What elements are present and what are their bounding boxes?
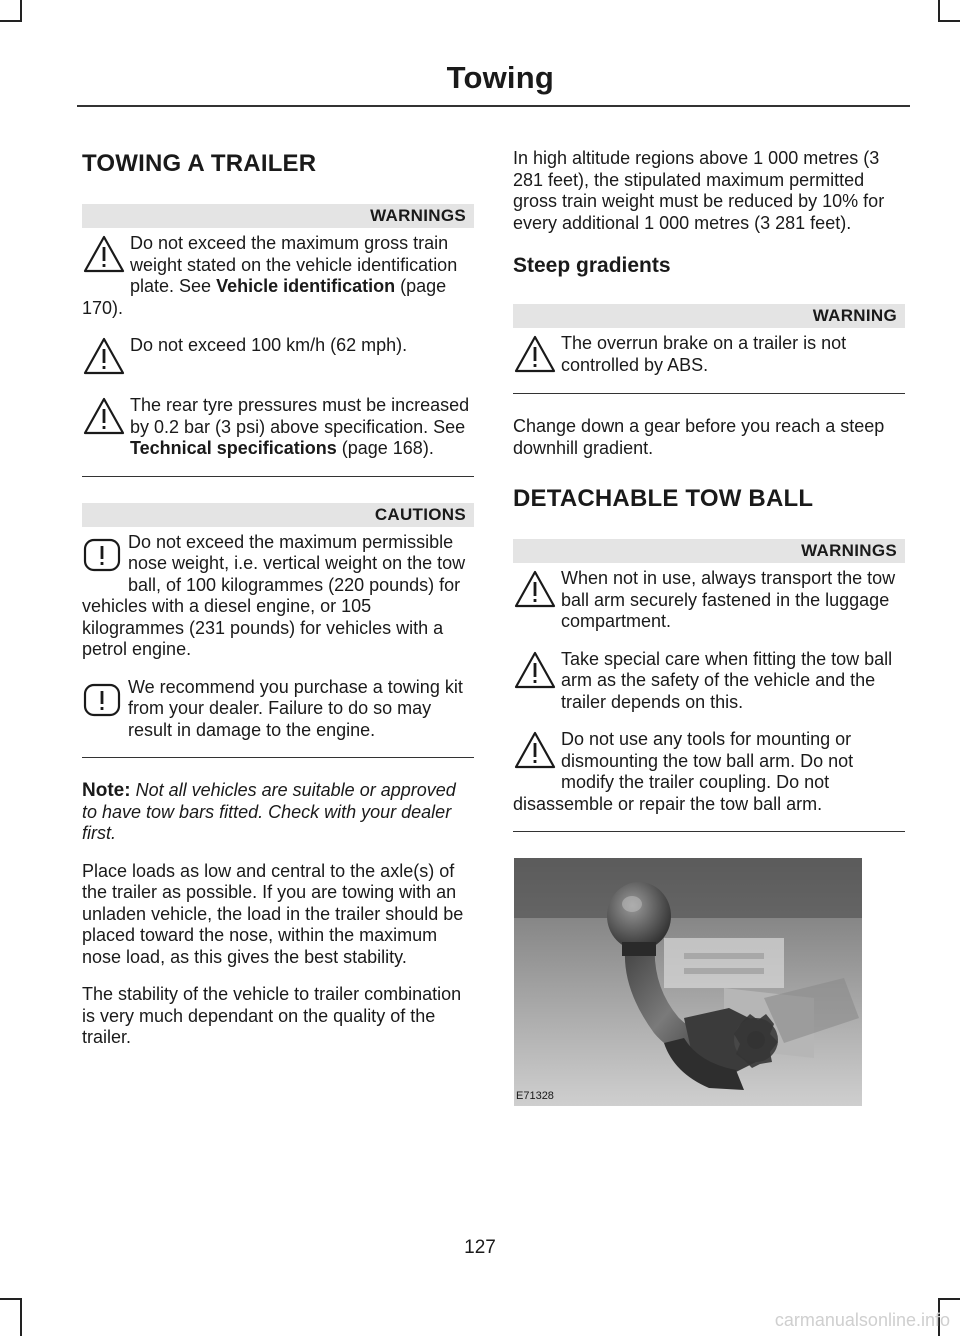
body-paragraph: The stability of the vehicle to trailer combination is very much dependant on the quality of the trailer. (82, 984, 462, 1047)
header-divider (77, 105, 910, 107)
warning-text: When not in use, always transport the tow ball arm securely fastened in the luggage compartment. (561, 568, 896, 631)
warning-triangle-icon (513, 649, 557, 693)
left-column (82, 142, 474, 1065)
warning-text: Do not exceed 100 km/h (62 mph). (130, 335, 408, 355)
warning-item (82, 335, 474, 379)
vehicle-identification-link[interactable]: Vehicle identification (216, 276, 396, 296)
warning-triangle-icon (82, 335, 126, 379)
page-reference: (page 168). (336, 438, 434, 458)
divider (513, 831, 905, 832)
figure-code: E71328 (516, 1090, 554, 1102)
warning-item (82, 395, 474, 460)
tow-ball-arm-image (514, 858, 862, 1106)
page-reference: (page 170). (82, 276, 447, 318)
warning-triangle-icon (513, 568, 557, 612)
warning-item (513, 729, 905, 815)
body-paragraph: In high altitude regions above 1 000 metres (3 281 feet), the stipulated maximum permitted gross train weight must be reduced by 10% for every additional 1 000 metres (3 281 feet). (513, 148, 885, 233)
note-label: Note: (82, 780, 131, 801)
divider (513, 393, 905, 394)
watermark-footer: carmanualsonline.info (774, 1310, 950, 1330)
warning-text: Do not exceed the maximum gross train weight stated on the vehicle identification plate. See (130, 233, 458, 296)
warning-text: The overrun brake on a trailer is not controlled by ABS. (561, 333, 847, 375)
body-paragraph: Place loads as low and central to the axle(s) of the trailer as possible. If you are towing with an unladen vehicle, the load in the trailer should be placed toward the nose, within the maximum nose load, as this gives the best stability. (82, 860, 464, 967)
page-number: 127 (464, 1237, 496, 1258)
divider (82, 476, 474, 477)
right-column (513, 148, 905, 862)
divider (82, 757, 474, 758)
crop-mark (938, 1298, 960, 1300)
warning-banner: WARNING (513, 304, 905, 328)
caution-icon (82, 532, 122, 576)
crop-mark (0, 20, 22, 22)
crop-mark (938, 0, 940, 22)
steep-gradients-heading: Steep gradients (513, 254, 671, 277)
technical-specifications-link[interactable]: Technical specifications (130, 438, 337, 458)
caution-item (82, 532, 474, 661)
page-section-title: Towing (446, 60, 554, 95)
body-paragraph: Change down a gear before you reach a steep downhill gradient. (513, 416, 885, 458)
crop-mark (20, 0, 22, 22)
warning-text: The rear tyre pressures must be increased by 0.2 bar (3 psi) above specification. See (130, 395, 470, 437)
caution-icon (82, 677, 122, 721)
warning-item (513, 568, 905, 633)
caution-text: We recommend you purchase a towing kit from your dealer. Failure to do so may result in damage to the engine. (128, 676, 463, 740)
towing-trailer-heading: TOWING A TRAILER (82, 150, 317, 177)
warning-item (513, 649, 905, 714)
warning-item (82, 233, 474, 319)
cautions-banner: CAUTIONS (82, 503, 474, 527)
note-text: Not all vehicles are suitable or approved to have tow bars fitted. Check with your dealer first. (82, 780, 456, 843)
warning-triangle-icon (513, 333, 557, 377)
warning-text: Do not use any tools for mounting or dismounting the tow ball arm. Do not modify the trailer coupling. Do not disassemble or repair the tow ball arm. (513, 729, 854, 814)
caution-text: Do not exceed the maximum permissible nose weight, i.e. vertical weight on the tow ball, of 100 kilogrammes (220 pounds) for vehicles with a diesel engine, or 105 kilogrammes (231 pounds) for vehicles with a petrol engine. (82, 531, 466, 659)
note-paragraph (82, 780, 474, 845)
detachable-tow-ball-heading: DETACHABLE TOW BALL (513, 485, 814, 512)
warning-text: Take special care when fitting the tow ball arm as the safety of the vehicle and the trailer depends on this. (561, 648, 893, 712)
warnings-banner: WARNINGS (513, 539, 905, 563)
warnings-banner: WARNINGS (82, 204, 474, 228)
crop-mark (938, 20, 960, 22)
crop-mark (20, 1300, 22, 1336)
warning-triangle-icon (82, 395, 126, 439)
warning-item (513, 333, 905, 377)
warning-triangle-icon (82, 233, 126, 277)
warning-triangle-icon (513, 729, 557, 773)
crop-mark (0, 1298, 22, 1300)
caution-item (82, 677, 474, 742)
